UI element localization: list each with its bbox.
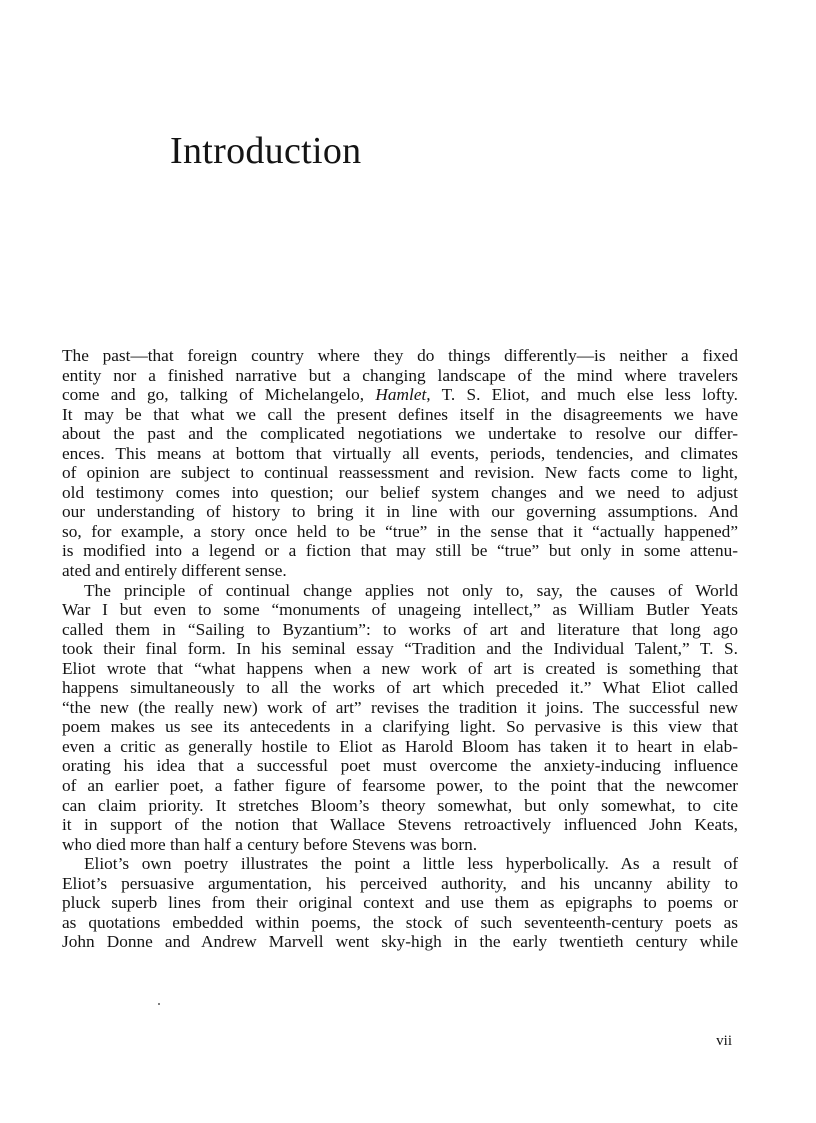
text-line: The past—that foreign country where they do things differently—is neither a fixed (62, 346, 738, 365)
text-line: of opinion are subject to continual reassessment and revision. New facts come to light, (62, 463, 738, 483)
text-line: ated and entirely different sense. (62, 561, 287, 581)
text-line: Eliot wrote that “what happens when a new work of art is created is something that (62, 658, 738, 678)
text-line: about the past and the complicated negotiations we undertake to resolve our differ- (62, 424, 738, 444)
text-line: our understanding of history to bring it in line with our governing assumptions. And (62, 502, 738, 522)
text-line: happens simultaneously to all the works of art which preceded it.” What Eliot called (62, 678, 738, 698)
text-line: The principle of continual change applies not only to, say, the causes of World (84, 580, 738, 600)
text-line: ences. This means at bottom that virtually all events, periods, tendencies, and climates (62, 443, 738, 463)
text-line: entity nor a finished narrative but a changing landscape of the mind where travelers (62, 365, 738, 385)
text-line: “the new (the really new) work of art” revises the tradition it joins. The successful new (62, 697, 738, 717)
text-line: pluck superb lines from their original context and use them as epigraphs to poems or (62, 893, 738, 913)
text-line: called them in “Sailing to Byzantium”: to works of art and literature that long ago (62, 619, 738, 639)
text-line: can claim priority. It stretches Bloom’s theory somewhat, but only somewhat, to cite (62, 795, 738, 815)
text-line: is modified into a legend or a fiction that may still be “true” but only in some attenu- (62, 541, 738, 561)
text-line: it in support of the notion that Wallace Stevens retroactively influenced John Keats, (62, 815, 738, 835)
text-line: took their final form. In his seminal essay “Tradition and the Individual Talent,” T. S. (62, 639, 738, 659)
text-line: orating his idea that a successful poet must overcome the anxiety-inducing influence (62, 756, 738, 776)
chapter-title: Introduction (170, 130, 362, 172)
text-line: even a critic as generally hostile to Eliot as Harold Bloom has taken it to heart in elab- (62, 736, 738, 756)
text-line: It may be that what we call the present defines itself in the disagreements we have (62, 404, 738, 424)
text-line: so, for example, a story once held to be “true” in the sense that it “actually happened” (62, 521, 738, 541)
text-line: who died more than half a century before Stevens was born. (62, 834, 478, 854)
text-line: Eliot’s persuasive argumentation, his perceived authority, and his uncanny ability to (62, 873, 738, 893)
text-line: War I but even to some “monuments of unageing intellect,” as William Butler Yeats (62, 600, 738, 620)
text-line: Eliot’s own poetry illustrates the point a little less hyperbolically. As a result of (84, 854, 738, 874)
introduction-body-text (62, 346, 738, 952)
text-line: John Donne and Andrew Marvell went sky-high in the early twentieth century while (62, 932, 738, 952)
print-speck (158, 1003, 160, 1005)
text-line: of an earlier poet, a father figure of fearsome power, to the point that the newcomer (62, 776, 738, 796)
page-number: vii (716, 1033, 732, 1049)
text-line: old testimony comes into question; our belief system changes and we need to adjust (62, 482, 738, 502)
text-line: come and go, talking of Michelangelo, Hamlet, T. S. Eliot, and much else less lofty. (62, 385, 738, 405)
text-line: poem makes us see its antecedents in a clarifying light. So pervasive is this view that (62, 717, 738, 737)
text-line: as quotations embedded within poems, the stock of such seventeenth-century poets as (62, 912, 738, 932)
italic-title: Hamlet (375, 385, 427, 405)
